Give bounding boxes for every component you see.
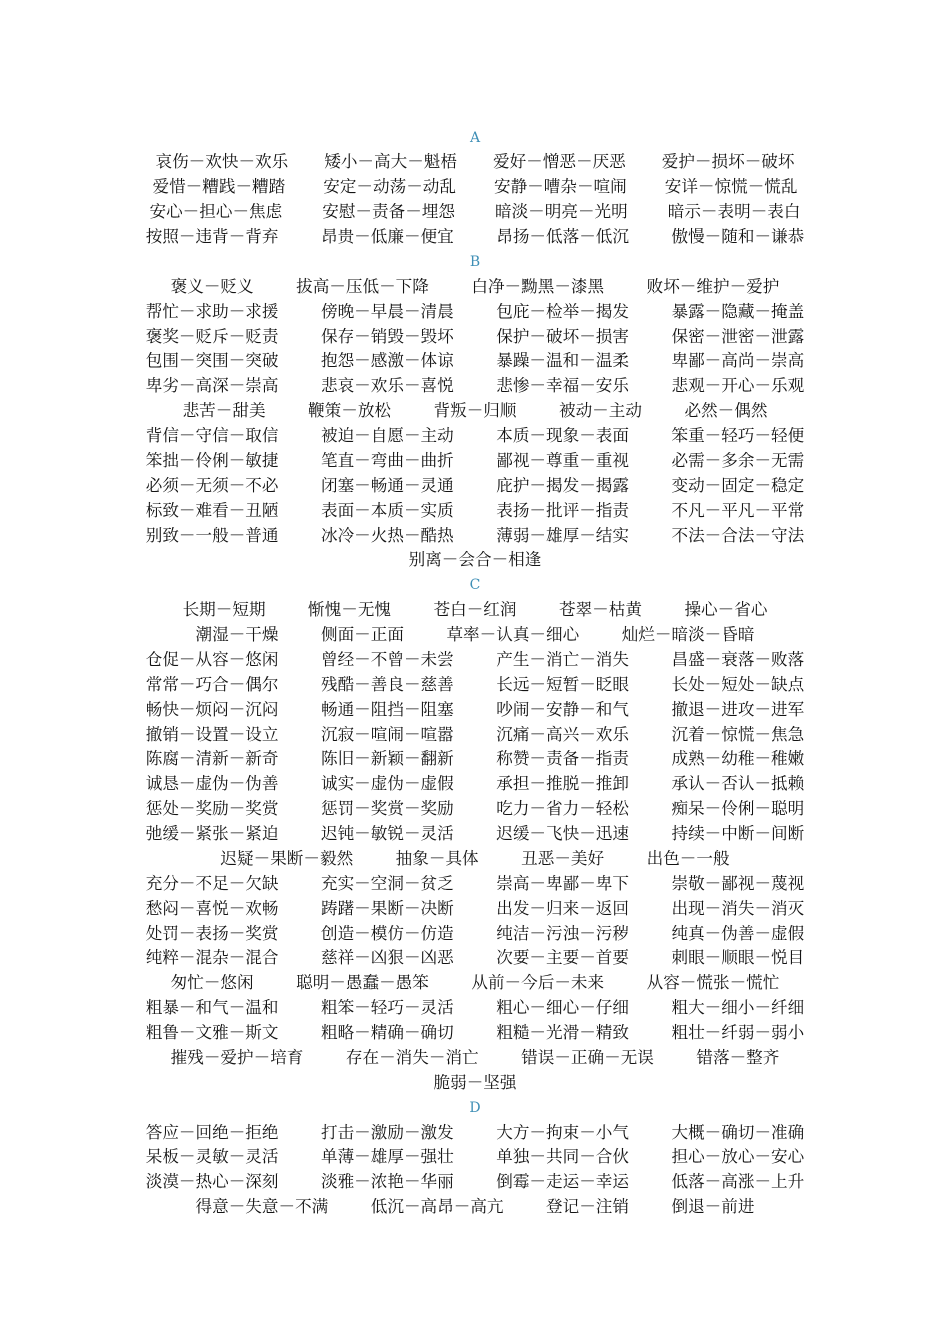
antonym-entry: 保密－泄密－泄露 xyxy=(671,326,805,346)
antonym-entry: 登记－注销 xyxy=(546,1197,629,1217)
antonym-entry: 丑恶－美好 xyxy=(521,848,605,868)
antonym-entry: 粗笨－轻巧－灵活 xyxy=(321,998,454,1018)
antonym-entry: 创造－模仿－仿造 xyxy=(321,923,454,943)
antonym-entry: 拔高－压低－下降 xyxy=(296,276,429,296)
antonym-entry: 撤退－进攻－进军 xyxy=(671,699,805,719)
antonym-entry: 次要－主要－首要 xyxy=(496,948,629,968)
word-row xyxy=(0,399,950,424)
antonym-entry: 冰冷－火热－酷热 xyxy=(321,525,454,545)
antonym-entry: 慈祥－凶狠－凶恶 xyxy=(321,948,454,968)
word-row xyxy=(0,598,950,623)
antonym-entry: 褒义－贬义 xyxy=(170,276,254,296)
word-row xyxy=(0,449,950,474)
antonym-entry: 按照－违背－背弃 xyxy=(145,227,279,246)
antonym-entry: 暗示－表明－表白 xyxy=(667,202,801,222)
word-row xyxy=(0,225,950,250)
section-letter-heading: A xyxy=(469,129,481,146)
word-row xyxy=(0,971,950,996)
antonym-entry: 长处－短处－缺点 xyxy=(671,674,805,694)
antonym-entry: 暴躁－温和－温柔 xyxy=(496,351,629,371)
antonym-entry: 倒霉－走运－幸运 xyxy=(496,1172,629,1192)
antonym-entry: 抽象－具体 xyxy=(395,848,479,868)
section-a xyxy=(0,126,950,250)
antonym-entry: 包围－突围－突破 xyxy=(145,351,279,371)
antonym-entry: 崇高－卑鄙－卑下 xyxy=(496,873,629,893)
antonym-entry: 潮湿－干燥 xyxy=(195,625,279,644)
antonym-entry: 安静－嘈杂－喧闹 xyxy=(494,177,627,197)
antonym-entry: 悲哀－欢乐－喜悦 xyxy=(321,376,454,396)
antonym-entry: 得意－失意－不满 xyxy=(195,1197,329,1217)
antonym-entry: 吃力－省力－轻松 xyxy=(496,799,629,819)
word-row xyxy=(0,524,950,549)
antonym-entry: 持续－中断－间断 xyxy=(671,824,805,843)
antonym-entry: 沉着－惊慌－焦急 xyxy=(671,724,805,744)
antonym-entry: 充分－不足－欠缺 xyxy=(145,873,279,893)
antonym-entry: 被动－主动 xyxy=(558,401,642,421)
antonym-entry: 痴呆－伶俐－聪明 xyxy=(671,799,805,819)
word-row xyxy=(0,300,950,325)
antonym-entry: 矮小－高大－魁梧 xyxy=(324,152,457,172)
antonym-entry: 迟疑－果断－毅然 xyxy=(220,848,354,868)
antonym-entry: 灿烂－暗淡－昏暗 xyxy=(621,625,755,644)
antonym-entry: 安心－担心－焦虑 xyxy=(149,202,283,222)
word-row xyxy=(0,499,950,524)
antonym-entry: 诚实－虚伪－虚假 xyxy=(321,774,454,794)
antonym-entry: 帮忙－求助－求援 xyxy=(145,301,279,321)
antonym-entry: 爱护－损坏－破坏 xyxy=(661,152,795,172)
antonym-entry: 迟钝－敏锐－灵活 xyxy=(321,824,454,843)
antonym-entry: 长期－短期 xyxy=(182,600,266,620)
antonym-entry: 长远－短暂－眨眼 xyxy=(496,674,629,694)
word-row xyxy=(0,822,950,847)
antonym-entry: 匆忙－悠闲 xyxy=(170,973,254,993)
antonym-entry: 背信－守信－取信 xyxy=(145,426,279,445)
antonym-entry: 处罚－表扬－奖赏 xyxy=(145,923,279,943)
word-row xyxy=(0,1046,950,1071)
antonym-entry: 惩处－奖励－奖赏 xyxy=(145,799,279,819)
antonym-entry: 必须－无须－不必 xyxy=(145,475,279,495)
antonym-entry: 产生－消亡－消失 xyxy=(496,649,629,669)
antonym-entry: 笨重－轻巧－轻便 xyxy=(671,426,805,445)
antonym-entry: 不凡－平凡－平常 xyxy=(671,500,805,520)
antonym-entry: 悲惨－幸福－安乐 xyxy=(496,376,629,396)
antonym-entry: 白净－黝黑－漆黑 xyxy=(471,276,605,296)
antonym-entry: 错误－正确－无误 xyxy=(521,1047,654,1067)
antonym-entry: 安定－动荡－动乱 xyxy=(323,177,456,197)
antonym-entry: 傍晚－早晨－清晨 xyxy=(321,301,454,321)
antonym-entry: 本质－现象－表面 xyxy=(496,426,629,445)
antonym-entry: 沉痛－高兴－欢乐 xyxy=(496,724,629,744)
antonym-entry: 成熟－幼稚－稚嫩 xyxy=(671,749,805,769)
antonym-entry: 安详－惊慌－慌乱 xyxy=(664,177,798,197)
antonym-entry: 粗暴－和气－温和 xyxy=(145,998,279,1018)
section-c xyxy=(0,573,950,1095)
antonym-entry: 摧残－爱护－培育 xyxy=(170,1047,304,1067)
antonym-entry: 承担－推脱－推卸 xyxy=(496,774,629,794)
antonym-entry: 曾经－不曾－未尝 xyxy=(321,649,454,669)
antonym-entry: 卑鄙－高尚－崇高 xyxy=(671,351,805,371)
antonym-entry: 大概－确切－准确 xyxy=(671,1122,805,1142)
antonym-entry: 从容－慌张－慌忙 xyxy=(646,973,780,993)
antonym-entry: 笔直－弯曲－曲折 xyxy=(321,450,454,470)
antonym-entry: 聪明－愚蠢－愚笨 xyxy=(296,973,429,993)
word-row xyxy=(0,673,950,698)
antonym-entry: 表扬－批评－指责 xyxy=(496,500,629,520)
antonym-entry: 畅通－阻挡－阻塞 xyxy=(321,699,454,719)
word-row xyxy=(0,150,950,175)
antonym-entry: 刺眼－顺眼－悦目 xyxy=(671,948,805,968)
antonym-entry: 愁闷－喜悦－欢畅 xyxy=(145,898,279,918)
antonym-entry: 保存－销毁－毁坏 xyxy=(321,326,454,346)
antonym-entry: 昂贵－低廉－便宜 xyxy=(321,227,454,246)
word-row xyxy=(0,275,950,300)
word-row xyxy=(0,1121,950,1146)
word-row xyxy=(0,747,950,772)
antonym-entry: 侧面－正面 xyxy=(321,625,404,644)
word-row xyxy=(0,1195,950,1220)
antonym-entry: 常常－巧合－偶尔 xyxy=(145,674,279,694)
antonym-list xyxy=(0,126,950,1221)
antonym-entry: 庇护－揭发－揭露 xyxy=(496,475,629,495)
antonym-entry: 褒奖－贬斥－贬责 xyxy=(145,326,279,346)
antonym-entry: 出色－一般 xyxy=(646,848,730,868)
antonym-entry: 崇敬－鄙视－蔑视 xyxy=(671,873,805,893)
antonym-entry: 纯真－伪善－虚假 xyxy=(671,923,805,943)
antonym-entry: 苍翠－枯黄 xyxy=(558,600,642,620)
antonym-entry: 撤销－设置－设立 xyxy=(145,724,279,744)
antonym-entry: 陈旧－新颖－翻新 xyxy=(321,749,454,769)
antonym-entry: 悲观－开心－乐观 xyxy=(671,376,805,396)
antonym-entry: 苍白－红润 xyxy=(433,600,517,620)
antonym-entry: 鄙视－尊重－重视 xyxy=(496,450,629,470)
antonym-entry: 别离－会合－相逢 xyxy=(408,550,542,570)
antonym-entry: 粗心－细心－仔细 xyxy=(496,998,629,1018)
word-row xyxy=(0,797,950,822)
section-letter-heading: C xyxy=(469,577,481,594)
antonym-entry: 保护－破坏－损害 xyxy=(496,326,629,346)
word-row xyxy=(0,1170,950,1195)
antonym-entry: 惭愧－无愧 xyxy=(308,600,392,620)
antonym-entry: 充实－空洞－贫乏 xyxy=(321,873,454,893)
word-row xyxy=(0,772,950,797)
antonym-entry: 爱好－憎恶－厌恶 xyxy=(493,152,626,172)
word-row xyxy=(0,698,950,723)
antonym-entry: 表面－本质－实质 xyxy=(321,500,454,520)
antonym-entry: 粗鲁－文雅－斯文 xyxy=(145,1023,279,1042)
antonym-entry: 昌盛－衰落－败落 xyxy=(671,649,805,669)
antonym-entry: 呆板－灵敏－灵活 xyxy=(145,1147,279,1167)
word-row xyxy=(0,548,950,573)
antonym-entry: 纯洁－污浊－污秽 xyxy=(496,923,629,943)
section-letter-heading: D xyxy=(469,1099,481,1116)
antonym-entry: 沉寂－喧闹－喧嚣 xyxy=(321,724,454,744)
antonym-entry: 畅快－烦闷－沉闷 xyxy=(145,699,279,719)
antonym-entry: 弛缓－紧张－紧迫 xyxy=(145,824,279,843)
antonym-entry: 出发－归来－返回 xyxy=(496,898,629,918)
antonym-entry: 包庇－检举－揭发 xyxy=(496,301,629,321)
antonym-entry: 大方－拘束－小气 xyxy=(496,1122,629,1142)
antonym-entry: 抱怨－感激－体谅 xyxy=(321,351,454,371)
antonym-entry: 败坏－维护－爱护 xyxy=(646,276,780,296)
word-row xyxy=(0,325,950,350)
antonym-entry: 脆弱－坚强 xyxy=(433,1072,517,1092)
word-row xyxy=(0,723,950,748)
antonym-entry: 哀伤－欢快－欢乐 xyxy=(155,152,289,172)
antonym-entry: 单独－共同－合伙 xyxy=(496,1147,629,1167)
antonym-entry: 草率－认真－细心 xyxy=(446,625,580,644)
antonym-entry: 鞭策－放松 xyxy=(308,401,392,421)
word-row xyxy=(0,648,950,673)
antonym-entry: 笨拙－伶俐－敏捷 xyxy=(145,450,279,470)
word-row xyxy=(0,1145,950,1170)
word-row xyxy=(0,424,950,449)
word-row xyxy=(0,623,950,648)
antonym-entry: 闭塞－畅通－灵通 xyxy=(321,475,454,495)
antonym-entry: 淡漠－热心－深刻 xyxy=(145,1172,279,1192)
word-row xyxy=(0,1021,950,1046)
section-b xyxy=(0,250,950,573)
antonym-entry: 称赞－责备－指责 xyxy=(496,749,629,769)
antonym-entry: 爱惜－糟践－糟踏 xyxy=(152,177,286,197)
antonym-entry: 操心－省心 xyxy=(684,600,768,620)
section-d xyxy=(0,1096,950,1220)
antonym-entry: 淡雅－浓艳－华丽 xyxy=(321,1172,454,1192)
section-letter-heading: B xyxy=(469,253,481,270)
antonym-entry: 低落－高涨－上升 xyxy=(671,1172,805,1192)
antonym-entry: 变动－固定－稳定 xyxy=(671,475,805,495)
antonym-entry: 卑劣－高深－崇高 xyxy=(145,376,279,396)
word-row xyxy=(0,946,950,971)
word-row xyxy=(0,897,950,922)
antonym-entry: 错落－整齐 xyxy=(696,1047,780,1067)
antonym-entry: 担心－放心－安心 xyxy=(671,1147,805,1167)
antonym-entry: 诚恳－虚伪－伪善 xyxy=(145,774,279,794)
antonym-entry: 仓促－从容－悠闲 xyxy=(145,649,279,669)
antonym-entry: 存在－消失－消亡 xyxy=(345,1047,479,1067)
antonym-entry: 标致－难看－丑陋 xyxy=(145,500,279,520)
antonym-entry: 陈腐－清新－新奇 xyxy=(145,749,279,769)
antonym-entry: 纯粹－混杂－混合 xyxy=(145,948,279,968)
antonym-entry: 不法－合法－守法 xyxy=(671,525,805,545)
word-row xyxy=(0,349,950,374)
antonym-entry: 被迫－自愿－主动 xyxy=(321,426,454,445)
word-row xyxy=(0,847,950,872)
antonym-entry: 出现－消失－消灭 xyxy=(671,898,805,918)
word-row xyxy=(0,922,950,947)
word-row xyxy=(0,996,950,1021)
word-row xyxy=(0,872,950,897)
antonym-entry: 暴露－隐藏－掩盖 xyxy=(671,301,805,321)
antonym-entry: 粗壮－纤弱－弱小 xyxy=(671,1023,805,1042)
antonym-entry: 粗糙－光滑－精致 xyxy=(496,1023,629,1042)
word-row xyxy=(0,1071,950,1096)
antonym-entry: 惩罚－奖赏－奖励 xyxy=(321,799,454,819)
antonym-entry: 吵闹－安静－和气 xyxy=(496,699,629,719)
antonym-entry: 傲慢－随和－谦恭 xyxy=(671,227,805,246)
antonym-entry: 别致－一般－普通 xyxy=(145,525,279,545)
antonym-entry: 昂扬－低落－低沉 xyxy=(496,227,629,246)
antonym-entry: 粗略－精确－确切 xyxy=(321,1023,454,1042)
word-row xyxy=(0,175,950,200)
word-row xyxy=(0,374,950,399)
antonym-entry: 必需－多余－无需 xyxy=(671,450,805,470)
word-row xyxy=(0,474,950,499)
antonym-entry: 暗淡－明亮－光明 xyxy=(495,202,628,222)
antonym-entry: 迟缓－飞快－迅速 xyxy=(496,824,629,843)
antonym-entry: 残酷－善良－慈善 xyxy=(321,674,454,694)
antonym-entry: 粗大－细小－纤细 xyxy=(671,998,805,1018)
antonym-entry: 背叛－归顺 xyxy=(433,401,517,421)
antonym-entry: 低沉－高昂－高亢 xyxy=(370,1197,504,1217)
antonym-entry: 安慰－责备－埋怨 xyxy=(322,202,455,222)
antonym-entry: 倒退－前进 xyxy=(671,1197,755,1217)
antonym-entry: 踌躇－果断－决断 xyxy=(321,898,454,918)
antonym-entry: 悲苦－甜美 xyxy=(182,401,266,421)
antonym-entry: 薄弱－雄厚－结实 xyxy=(496,525,629,545)
word-row xyxy=(0,200,950,225)
antonym-entry: 答应－回绝－拒绝 xyxy=(145,1122,279,1142)
antonym-entry: 承认－否认－抵赖 xyxy=(671,774,805,794)
antonym-entry: 打击－激励－激发 xyxy=(321,1122,454,1142)
antonym-entry: 必然－偶然 xyxy=(684,401,768,421)
antonym-entry: 从前－今后－未来 xyxy=(471,973,605,993)
antonym-entry: 单薄－雄厚－强壮 xyxy=(321,1147,454,1167)
